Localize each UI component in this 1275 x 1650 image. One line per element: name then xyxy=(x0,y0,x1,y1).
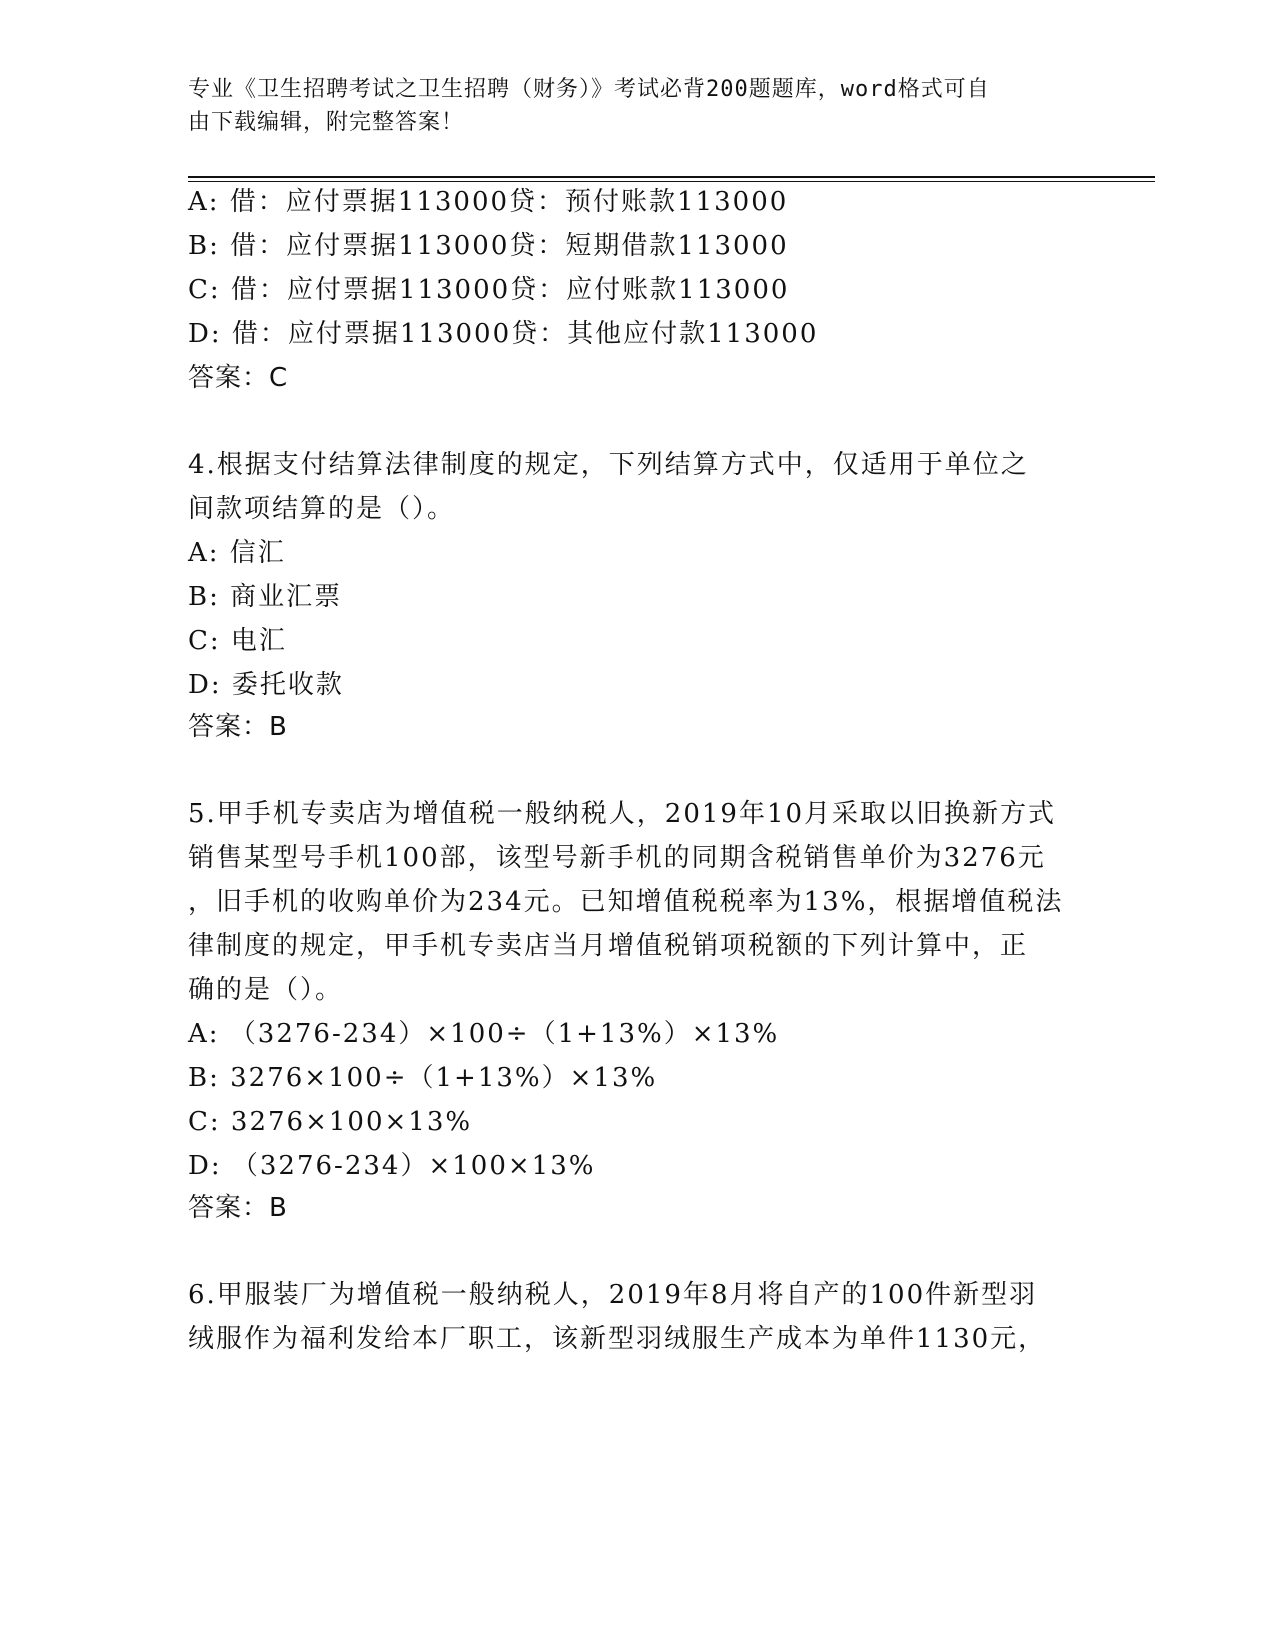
q4-answer: 答案：B xyxy=(188,712,288,742)
q6-stem-line-2: 绒服作为福利发给本厂职工，该新型羽绒服生产成本为单件1130元， xyxy=(188,1324,1047,1354)
header-title xyxy=(188,73,1088,139)
q3-option-b: B: 借：应付票据113000贷：短期借款113000 xyxy=(188,231,789,261)
q5-stem-line-5: 确的是（）。 xyxy=(188,975,344,1005)
q5-option-c: C: 3276×100×13% xyxy=(188,1107,473,1137)
q5-stem-line-2: 销售某型号手机100部，该型号新手机的同期含税销售单价为3276元 xyxy=(188,843,1046,873)
q4-option-a: A: 信汇 xyxy=(188,538,286,568)
q6-stem-line-1: 6.甲服装厂为增值税一般纳税人，2019年8月将自产的100件新型羽 xyxy=(188,1280,1038,1310)
q3-option-c: C: 借：应付票据113000贷：应付账款113000 xyxy=(188,275,790,305)
header-line-1: 专业《卫生招聘考试之卫生招聘（财务）》考试必背200题题库，word格式可自 xyxy=(188,77,990,102)
q4-option-d: D: 委托收款 xyxy=(188,670,344,700)
q5-stem-line-1: 5.甲手机专卖店为增值税一般纳税人，2019年10月采取以旧换新方式 xyxy=(188,799,1057,829)
q3-option-a: A: 借：应付票据113000贷：预付账款113000 xyxy=(188,187,789,217)
q5-option-d: D: （3276-234）×100×13% xyxy=(188,1151,596,1181)
header-divider-thin xyxy=(188,181,1155,182)
q4-stem-line-1: 4.根据支付结算法律制度的规定，下列结算方式中，仅适用于单位之 xyxy=(188,450,1029,480)
q5-option-a: A: （3276-234）×100÷（1+13%）×13% xyxy=(188,1019,780,1049)
q5-stem-line-4: 律制度的规定，甲手机专卖店当月增值税销项税额的下列计算中，正 xyxy=(188,931,1029,961)
q3-option-d: D: 借：应付票据113000贷：其他应付款113000 xyxy=(188,319,819,349)
header-line-2: 由下载编辑，附完整答案！ xyxy=(188,110,465,135)
q5-option-b: B: 3276×100÷（1+13%）×13% xyxy=(188,1063,658,1093)
header-divider-thick xyxy=(188,176,1155,178)
q3-answer: 答案：C xyxy=(188,363,289,393)
q4-option-b: B: 商业汇票 xyxy=(188,582,343,612)
q4-option-c: C: 电汇 xyxy=(188,626,287,656)
q4-stem-line-2: 间款项结算的是（）。 xyxy=(188,494,456,524)
q5-answer: 答案：B xyxy=(188,1193,288,1223)
q5-stem-line-3: ，旧手机的收购单价为234元。已知增值税税率为13%，根据增值税法 xyxy=(188,887,1064,917)
